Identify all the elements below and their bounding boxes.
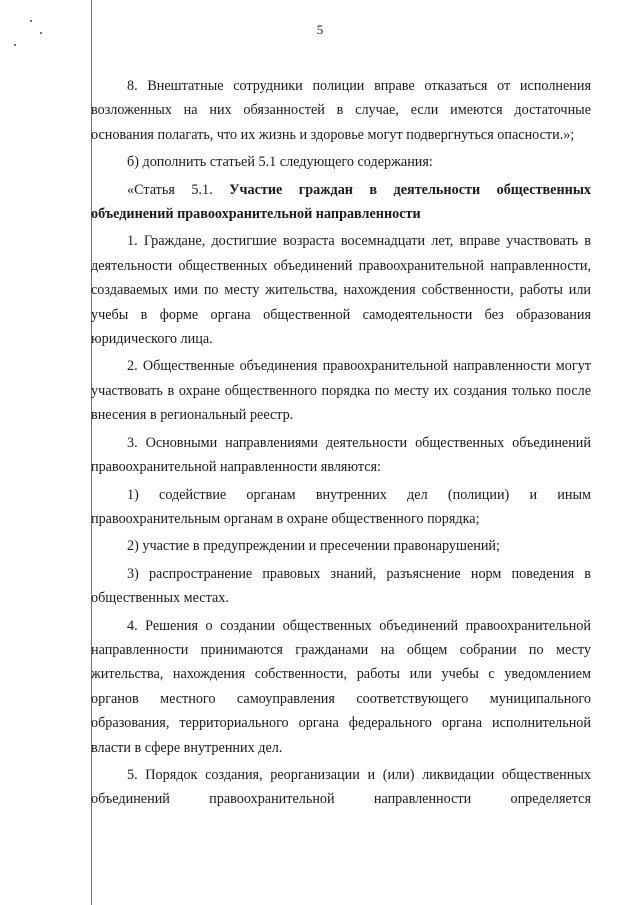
paragraph-part-5: 5. Порядок создания, реорганизации и (или) ликвидации общественных объединений правоохранительной направленности определяется (91, 766, 591, 808)
paragraph-part-4: 4. Решения о создании общественных объединений правоохранительной направленности принимаются гражданами на общем собрании по месту жительства, нахождения собственности, работы или учебы с уведомлением органов местного самоуправления соответствующего муниципального образования, территориального органа федерального органа исполнительной власти в сфере внутренних дел. (91, 617, 591, 756)
paragraph-part-1: 1. Граждане, достигшие возраста восемнадцати лет, вправе участвовать в деятельности общественных объединений правоохранительной направленности, создаваемых ими по месту жительства, нахождения собственности, работы или учебы в форме органа общественной самодеятельности без образования юридического лица. (91, 233, 591, 348)
list-item-3: 3) распространение правовых знаний, разъяснение норм поведения в общественных местах. (91, 565, 591, 607)
list-item-2: 2) участие в предупреждении и пресечении правонарушений; (127, 538, 500, 555)
page-number: 5 (316, 22, 324, 37)
article-number: «Статья 5.1. (127, 181, 230, 198)
article-heading (91, 178, 591, 227)
scan-speck (14, 44, 16, 46)
document-body (91, 74, 591, 812)
paragraph-part-3: 3. Основными направлениями деятельности общественных объединений правоохранительной направленности являются: (91, 434, 591, 476)
paragraph-amendment-b: б) дополнить статьей 5.1 следующего содержания: (127, 154, 433, 171)
paragraph-item-8: 8. Внештатные сотрудники полиции вправе отказаться от исполнения возложенных на них обязанностей в случае, если имеются достаточные основания полагать, что их жизнь и здоровье могут подвергнуться опасности.»; (91, 78, 591, 143)
list-item-1: 1) содействие органам внутренних дел (полиции) и иным правоохранительным органам в охране общественного порядка; (91, 486, 591, 527)
paragraph-part-2: 2. Общественные объединения правоохранительной направленности могут участвовать в охране общественного порядка по месту их создания только после внесения в региональный реестр. (91, 358, 591, 424)
article-title: Участие граждан в деятельности общественных объединений правоохранительной направленности (91, 181, 591, 223)
